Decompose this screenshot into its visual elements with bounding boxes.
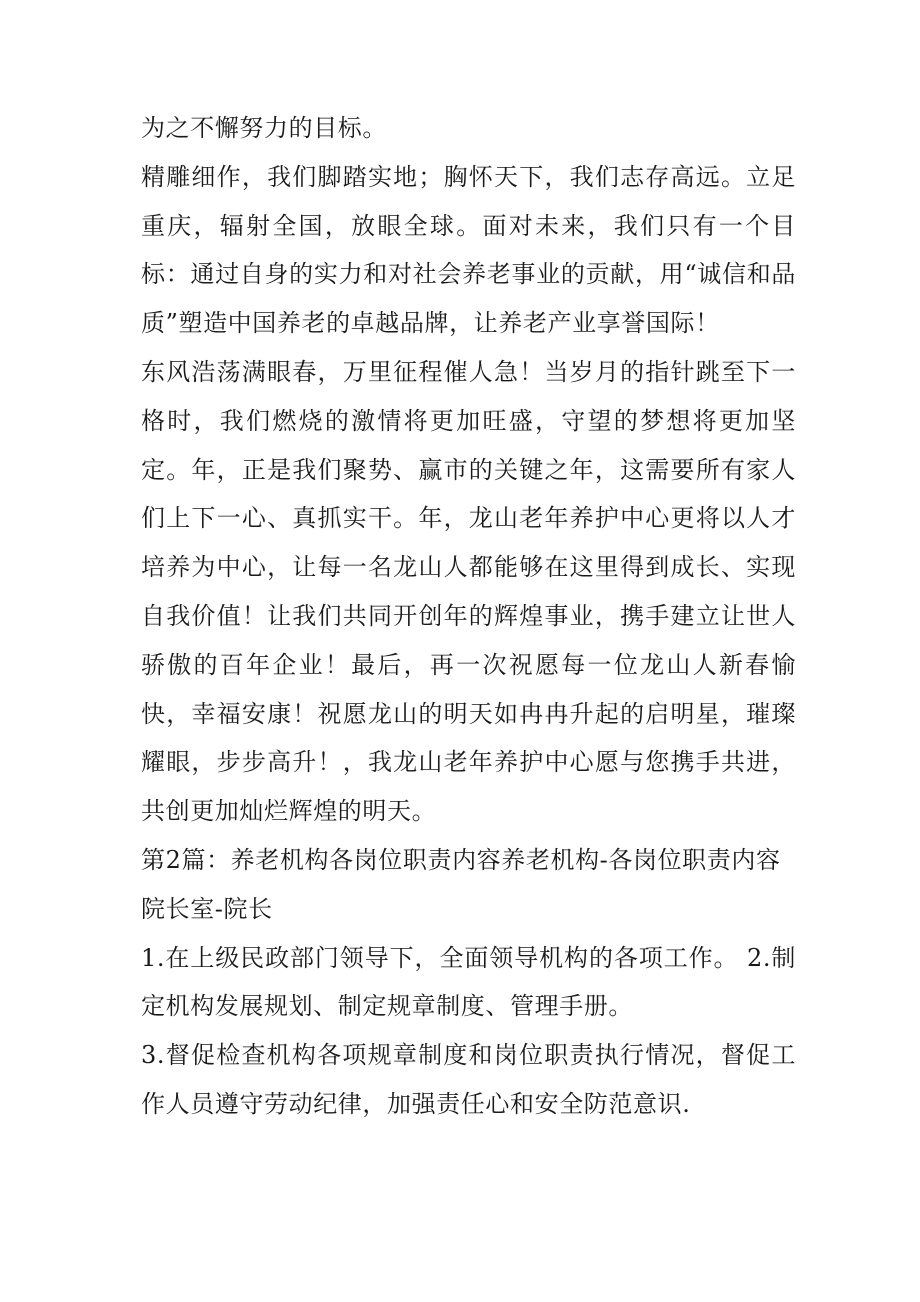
document-body [141,104,796,1129]
role-heading: 院长室-院长 [141,894,273,923]
paragraph-vision: 精雕细作，我们脚踏实地；胸怀天下，我们志存高远。立足重庆，辐射全国，放眼全球。面对未来，我们只有一个目标：通过自身的实力和对社会养老事业的贡献，用“诚信和品质”塑造中国养老的卓越品牌，让养老产业享誉国际！ [141,162,796,338]
section-heading: 第2篇：养老机构各岗位职责内容养老机构-各岗位职责内容 [141,845,781,874]
duty-item-3: 3.督促检查机构各项规章制度和岗位职责执行情况，督促工作人员遵守劳动纪律，加强责任心和安全防范意识. [141,1041,796,1118]
paragraph-goal-end: 为之不懈努力的目标。 [141,114,387,142]
duty-item-1-2: 1.在上级民政部门领导下，全面领导机构的各项工作。 2.制定机构发展规划、制定规章制度、管理手册。 [141,943,796,1021]
paragraph-new-year-address: 东风浩荡满眼春，万里征程催人急！当岁月的指针跳至下一格时，我们燃烧的激情将更加旺盛，守望的梦想将更加坚定。年，正是我们聚势、赢市的关键之年，这需要所有家人们上下一心、真抓实干。年，龙山老年养护中心更将以人才培养为中心，让每一名龙山人都能够在这里得到成长、实现自我价值！让我们共同开创年的辉煌事业，携手建立让世人骄傲的百年企业！最后，再一次祝愿每一位龙山人新春愉快，幸福安康！祝愿龙山的明天如冉冉升起的启明星，璀璨耀眼，步步高升！，我龙山老年养护中心愿与您携手共进，共创更加灿烂辉煌的明天。 [141,357,796,826]
